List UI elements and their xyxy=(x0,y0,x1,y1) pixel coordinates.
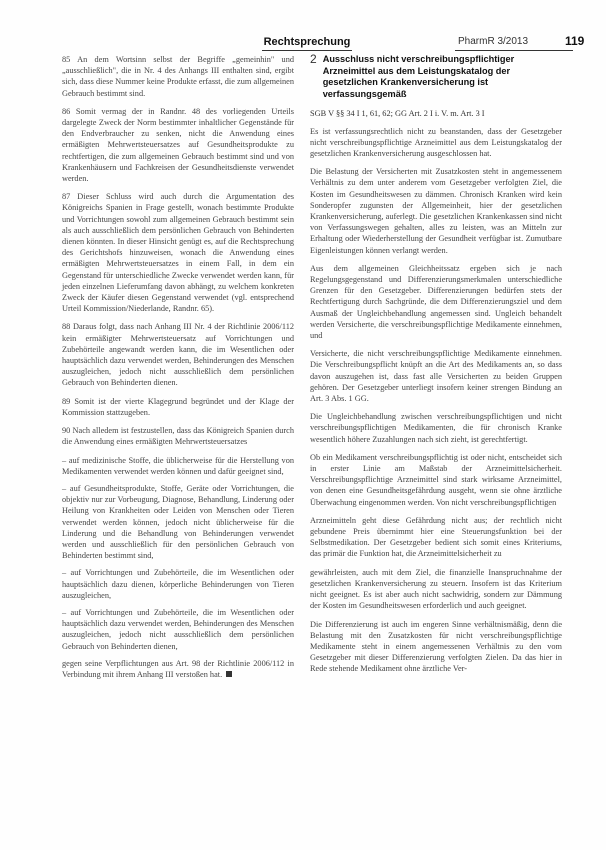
closing-text: gegen seine Verpflichtungen aus Art. 98 der Richtlinie 2006/112 in Verbindung mit ihrem Anhang III verstoßen hat. xyxy=(62,658,294,679)
paragraph-88: 88 Daraus folgt, dass nach Anhang III Nr. 4 der Richtlinie 2006/112 kein ermäßigter Mehrwertsteuersatz auf Vorrichtungen und Zubehörteile angewandt werden kann, die im Wesentlichen oder hauptsächlich dazu verwendet werden, Behinderungen des Menschen auszugleichen, jedoch nicht ausschließlich dem persönlichen Gebrauch von Behinderten dienen. xyxy=(62,322,294,388)
left-column xyxy=(62,54,294,687)
running-header-issue: PharmR 3/2013 xyxy=(458,36,529,47)
headnote-paragraph: Arzneimitteln geht diese Gefährdung nicht aus; der rechtlich nicht gebundene Preis übernimmt hier eine Steuerungsfunktion bei der Selbstmedikation. Der Gesetzgeber bedient sich somit eines Kriteriums, das primär die Funktion hat, die Arzneimittelsicherheit zu xyxy=(310,515,562,559)
header-rule-right xyxy=(455,50,573,51)
headnote-paragraph: Die Ungleichbehandlung zwischen verschreibungspflichtigen und nicht verschreibungspflichtigen Medikamenten, die für chronisch Kranke wesentlich höhere Zuzahlungen nach sich zieht, ist gerechtfertigt. xyxy=(310,412,562,444)
end-of-article-marker xyxy=(226,671,232,677)
list-item: – auf Vorrichtungen und Zubehörteile, die im Wesentlichen oder hauptsächlich dazu dienen, körperliche Behinderungen von Tieren auszugleichen, xyxy=(62,568,294,600)
headnote-paragraph: Die Belastung der Versicherten mit Zusatzkosten steht in angemessenem Verhältnis zu dem unter anderem vom Gesetzgeber verfolgten Ziel, die Kosten im Gesundheitswesen zu dämmen. Chronisch Kranken wird kein Sonderopfer zugunsten der Allgemeinheit, hier der gesetzlichen Krankenversicherung, auferlegt. Die gesetzlichen Krankenkassen sind nicht von Verfassungswegen gehalten, alles zu leisten, was an Mitteln zur Erhaltung oder Wiederherstellung der Gesundheit verfügbar ist. Zumutbare Eigenleistungen können verlangt werden. xyxy=(310,167,562,255)
statute-citation: SGB V §§ 34 I 1, 61, 62; GG Art. 2 I i. V. m. Art. 3 I xyxy=(310,109,485,119)
list-item: – auf Gesundheitsprodukte, Stoffe, Geräte oder Vorrichtungen, die objektiv nur zur Vorbeugung, Diagnose, Behandlung, Linderung oder Heilung von Krankheiten oder Leiden von Menschen oder Tieren verwendet werden können, jedoch nicht üblicherweise für die Linderung und die Behandlung von Behinderungen verwendet werden und ausschließlich für den persönlichen Gebrauch von Behinderten bestimmt sind, xyxy=(62,483,294,561)
paragraph-86: 86 Somit vermag der in Randnr. 48 des vorliegenden Urteils dargelegte Zweck der Norm bestimmter inhaltlicher Gegenstände für den Endverbraucher zu senken, nicht die Anwendung eines ermäßigten Mehrwertsteuersatzes auf Gesundheitsprodukte zu rechtfertigen, die zum allgemeinen Gebrauch bestimmt sind und von Krankenhäusern und Fachkreisen der Gesundheitsdienste verwendet werden. xyxy=(62,106,294,184)
paragraph-89: 89 Somit ist der vierte Klagegrund begründet und der Klage der Kommission stattzugeben. xyxy=(62,396,294,417)
headnote-paragraph: gewährleisten, auch mit dem Ziel, die finanzielle Inanspruchnahme der gesetzlichen Krankenversicherung zu steuern. Insofern ist das Kriterium nicht geeignet. Es ist aber auch nicht sachwidrig, sondern zur Dämmung der Kosten im Gesundheitswesen erforderlich und auch geeignet. xyxy=(310,567,562,611)
paragraph-87: 87 Dieser Schluss wird auch durch die Argumentation des Königreichs Spanien in Frage gestellt, wonach bestimmte Produkte und Vorrichtungen sowohl zum allgemeinen Gebrauch bestimmt sein als auch ausschließlich dem persönlichen Gebrauch von Behinderten dienen könnten. In dieser Hinsicht genügt es, auf die Rechtsprechung des Gerichtshofs hinzuweisen, wonach die Anwendung eines ermäßigten Mehrwertsteuersatzes in einem Fall, in dem ein Gegenstand für unterschiedliche Zwecke verwendet werden kann, für jeden einzelnen Lieferumfang davon abhängt, zu welchem konkreten Zweck der Käufer diesen Gegenstand verwendet (vgl. entsprechend Urteil Kommission/Niederlande, Randnr. 65). xyxy=(62,192,294,314)
paragraph-90: 90 Nach alledem ist festzustellen, dass das Königreich Spanien durch die Anwendung eines ermäßigten Mehrwertsteuersatzes xyxy=(62,426,294,447)
closing-paragraph xyxy=(62,658,294,680)
headnote-paragraph: Versicherte, die nicht verschreibungspflichtige Medikamente einnehmen. Die Verschreibungspflicht knüpft an die Art des Medikaments an, so dass davon auszugehen ist, dass fast alle Versicherten zu beiden Gruppen gehören. Der Gesetzgeber unterliegt insofern keiner strengen Bindung an Art. 3 Abs. 1 GG. xyxy=(310,349,562,404)
paragraph-85: 85 An dem Wortsinn selbst der Begriffe „gemeinhin" und „ausschließlich", die in Nr. 4 des Anhangs III enthalten sind, ergibt sich, dass diese Nummer keine Produkte erfasst, die zum allgemeinen Gebrauch bestimmt sind. xyxy=(62,55,294,98)
headnote-paragraph: Ob ein Medikament verschreibungspflichtig ist oder nicht, entscheidet sich in erster Linie am Maßstab der Arzneimittelsicherheit. Verschreibungspflichtige Arzneimittel sind stark wirksame Arzneimittel, von denen eine Gesundheitsgefährdung ausgeht, wenn sie ohne ärztliche Überwachung eingenommen werden. Von nicht verschreibungspflichtigen xyxy=(310,452,562,507)
headnote-paragraph: Es ist verfassungsrechtlich nicht zu beanstanden, dass der Gesetzgeber nicht verschreibungspflichtige Arzneimittel aus dem Leistungskatalog der gesetzlichen Krankenversicherung ausgeschlossen hat. xyxy=(310,126,562,158)
headnote-paragraph: Die Differenzierung ist auch im engeren Sinne verhältnismäßig, denn die Belastung mit den Zusatzkosten für nicht verschreibungspflichtige Medikamente steht in einem angemessenen Verhältnis zu den vom Gesetzgeber mit dieser Differenzierung verfolgten Zielen. Da das hier in Rede stehende Medikament ohne ärztliche Ver- xyxy=(310,619,562,674)
section-heading xyxy=(310,54,562,100)
right-column xyxy=(310,54,562,682)
running-header-section: Rechtsprechung xyxy=(263,36,351,48)
header-rule-left xyxy=(262,50,352,51)
page-number: 119 xyxy=(565,34,585,48)
headnote-paragraph: Aus dem allgemeinen Gleichheitssatz ergeben sich je nach Regelungsgegenstand und Differenzierungsmerkmalen unterschiedliche Grenzen für den Gesetzgeber. Differenzierungen bedürfen stets der Rechtfertigung durch Sachgründe, die dem Differenzierungsziel und dem Ausmaß der Ungleichbehandlung angemessen sind. Ungleich behandelt werden Versicherte, die verschreibungspflichtige Medikamente einnehmen, und xyxy=(310,263,562,341)
section-title: Ausschluss nicht verschreibungspflichtiger Arzneimittel aus dem Leistungskatalog der gesetzlichen Krankenversicherung ist verfassungsgemäß xyxy=(322,54,515,99)
list-item: – auf medizinische Stoffe, die üblicherweise für die Herstellung von Medikamenten verwendet werden können und dafür geeignet sind, xyxy=(62,455,294,476)
list-item: – auf Vorrichtungen und Zubehörteile, die im Wesentlichen oder hauptsächlich dazu verwendet werden, Behinderungen des Menschen auszugleichen, jedoch nicht ausschließlich dem persönlichen Gebrauch von Behinderten dienen, xyxy=(62,607,294,651)
section-number: 2 xyxy=(310,52,317,66)
